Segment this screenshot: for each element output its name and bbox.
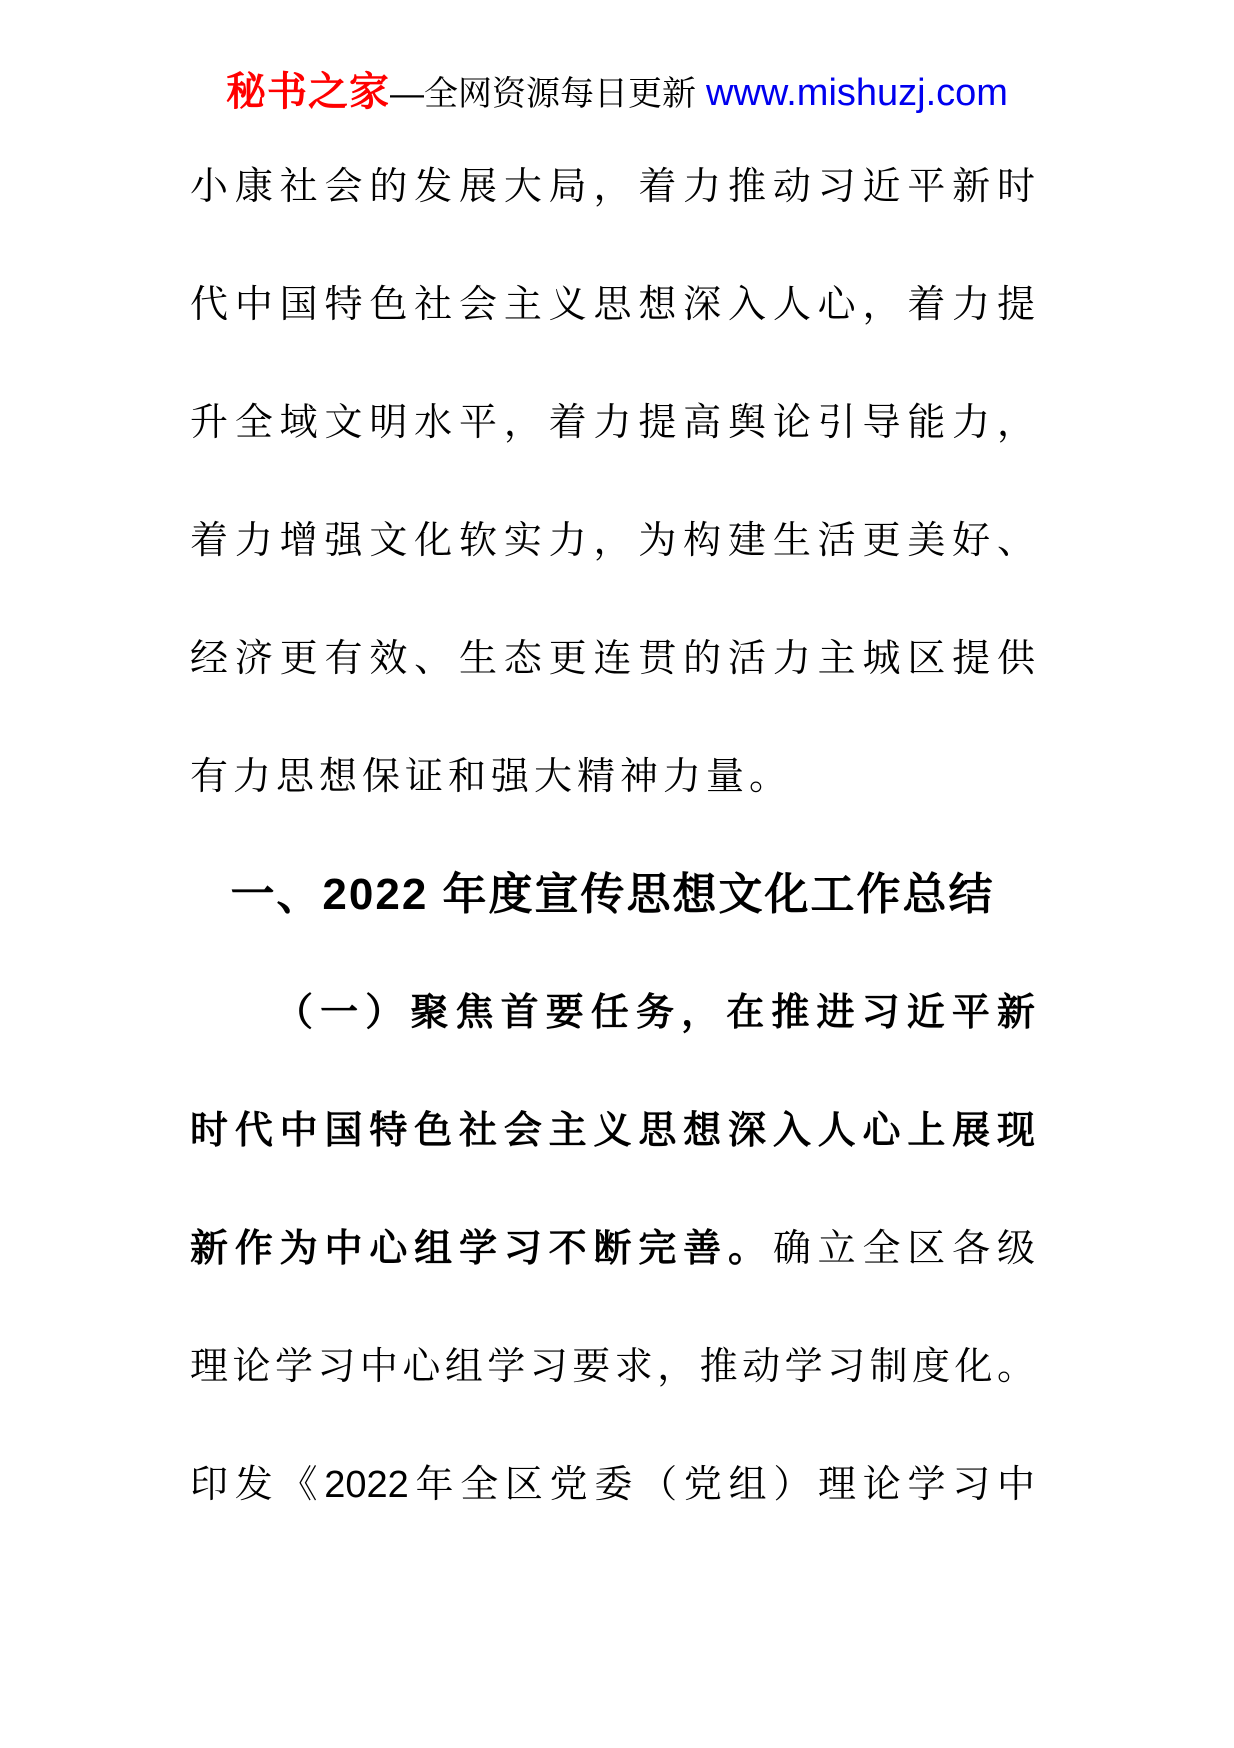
site-name: 秘书之家 <box>226 70 391 114</box>
body-line-1: 小康社会的发展大局，着力推动习近平新时 <box>190 166 1035 208</box>
site-header <box>0 60 1234 117</box>
subsection-line-3 <box>190 1190 1035 1308</box>
subsection-line-2: 时代中国特色社会主义思想深入人心上展现 <box>190 1110 1035 1152</box>
subsection-line-5: 印发《2022年全区党委（党组）理论学习中 <box>190 1464 1035 1506</box>
section-heading: 一、2022 年度宣传思想文化工作总结 <box>230 870 995 919</box>
body-line-5: 经济更有效、生态更连贯的活力主城区提供 <box>190 638 1035 680</box>
body-line-3: 升全域文明水平，着力提高舆论引导能力， <box>190 402 1035 444</box>
body-line-4: 着力增强文化软实力，为构建生活更美好、 <box>190 520 1035 562</box>
subsection-line-3-regular-run: 确立全区各级 <box>772 1228 1035 1270</box>
subsection-line-1: （一）聚焦首要任务，在推进习近平新 <box>275 992 1035 1034</box>
subsection-line-3-bold-run: 新作为中心组学习不断完善。 <box>190 1228 773 1270</box>
site-url-link[interactable]: www.mishuzj.com <box>706 72 1008 114</box>
body-line-6: 有力思想保证和强大精神力量。 <box>190 756 793 798</box>
subsection-line-4: 理论学习中心组学习要求，推动学习制度化。 <box>190 1346 1035 1388</box>
document-body <box>190 128 1035 1544</box>
site-tagline: —全网资源每日更新 <box>390 75 697 113</box>
body-line-2: 代中国特色社会主义思想深入人心，着力提 <box>190 284 1035 326</box>
